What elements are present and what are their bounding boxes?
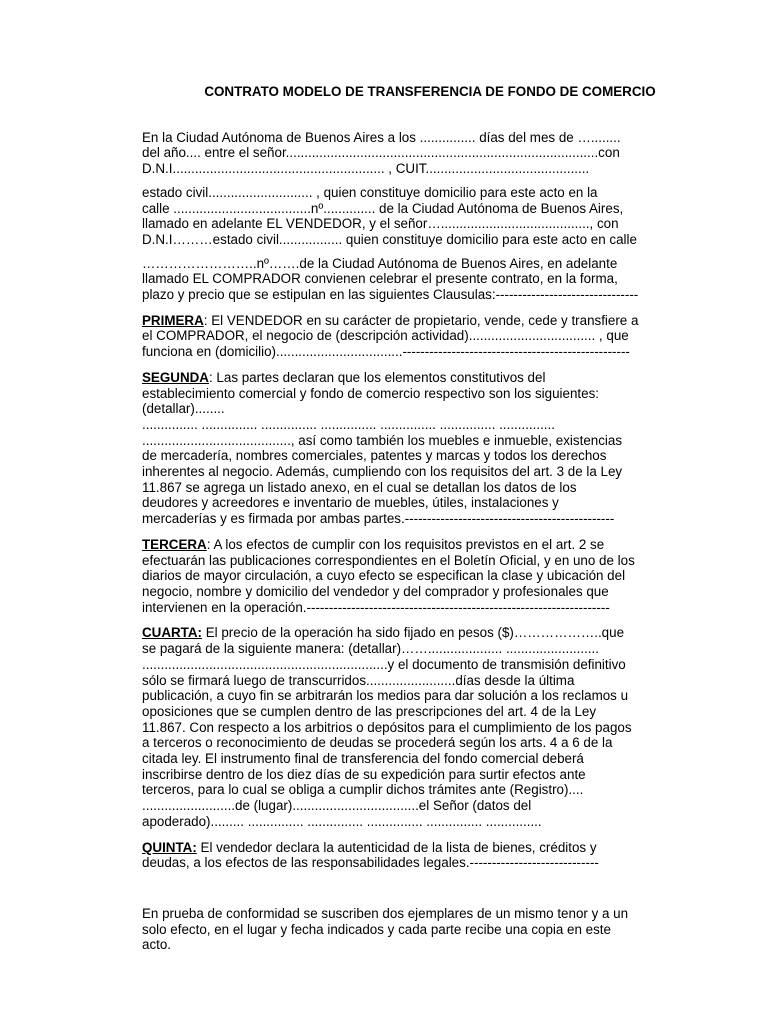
clause-text: Las partes declaran que los elementos constitutivos del establecimiento comercial y fondo de comercio respectivo son los siguientes: (detallar)........ ............... ............... ............... ............... ............... ............... ............... ........................................, así como también los muebles e inmueble, existencias de mercadería, nombres comerciales, patentes y marcas y todos los derechos inherentes al negocio. Además, cumpliendo con los requisitos del art. 3 de la Ley 11.867 se agrega un listado anexo, en el cual se detallan los datos de los deudores y acreedores e inventario de muebles, útiles, instalaciones y mercaderías y es firmada por ambas partes.-----------------------------------------------: [142, 369, 623, 527]
clause-text: A los efectos de cumplir con los requisitos previstos en el art. 2 se efectuarán las publicaciones correspondientes en el Boletín Oficial, y en uno de los diarios de mayor circulación, a cuyo efecto se especifican la clase y ubicación del negocio, nombre y domicilio del vendedor y del comprador y profesionales que intervienen en la operación.--------------------------------------------------------------------: [142, 536, 635, 615]
intro-paragraph-1: En la Ciudad Autónoma de Buenos Aires a los ............... días del mes de …........ del año.... entre el señor....................................................................................con D.N.I......................................................... , CUIT............................................: [142, 129, 621, 177]
clause-text: El vendedor declara la autenticidad de la lista de bienes, créditos y deudas, a los efectos de las responsabilidades legales.-----------------------------: [142, 839, 599, 871]
clause-heading: TERCERA: [142, 536, 207, 552]
clause-heading: CUARTA:: [142, 625, 202, 641]
clause-heading-colon: :: [208, 369, 213, 385]
intro-paragraph-2: estado civil............................ , quien constituye domicilio para este acto en la calle .....................................nº.............. de la Ciudad Autónoma de Buenos Aires, llamado en adelante EL VENDEDOR, y el señor…........................................, con D.N.I………estado civil................. quien constituye domicilio para este acto en calle: [142, 184, 637, 247]
clause-tercera: [142, 537, 710, 616]
clause-segunda: [142, 370, 710, 527]
clause-quinta: [142, 840, 710, 871]
clause-text: El precio de la operación ha sido fijado en pesos ($)………………..que se pagará de la siguiente manera: (detallar)…….................... ......................... ..................................................................y el documento de transmisión definitivo sólo se firmará luego de transcurridos........................días desde la última publicación, a cuyo fin se arbitrarán los medios para dar solución a los reclamos u oposiciones que se cumplen dentro de las prescripciones del art. 4 de la Ley 11.867. Con respecto a los arbitrios o depósitos para el cumplimiento de los pagos a terceros o reconocimiento de deudas se procederá según los arts. 4 a 6 de la citada ley. El instrumento final de transferencia del fondo comercial deberá inscribirse dentro de los diez días de su expedición para surtir efectos ante terceros, para lo cual se obliga a cumplir dichos trámites ante (Registro).... .........................de (lugar)..................................el Señor (datos del apoderado)......... ............... ............... ............... ............... ...............: [142, 625, 632, 829]
document-title: CONTRATO MODELO DE TRANSFERENCIA DE FONDO DE COMERCIO: [204, 84, 656, 99]
closing-paragraph: En prueba de conformidad se suscriben dos ejemplares de un mismo tenor y a un solo efecto, en el lugar y fecha indicados y cada parte recibe una copia en este acto.: [142, 905, 629, 953]
clause-heading-colon: :: [203, 312, 208, 328]
clause-text: El VENDEDOR en su carácter de propietario, vende, cede y transfiere a el COMPRADOR, el negocio de (descripción actividad).................................. , que funciona en (domicilio)..................................---------------------------------------------------: [142, 312, 639, 360]
clause-heading-colon: :: [206, 536, 211, 552]
clause-cuarta: [142, 625, 710, 829]
clause-heading: SEGUNDA: [142, 369, 209, 385]
intro-paragraph-3: ……………………..nº…….de la Ciudad Autónoma de Buenos Aires, en adelante llamado EL COMPRADOR convienen celebrar el presente contrato, en la forma, plazo y precio que se estipulan en las siguientes Clausulas:--------------------------------: [142, 255, 639, 303]
clause-heading: PRIMERA: [142, 312, 204, 328]
clause-primera: [142, 313, 710, 360]
contract-document: [142, 84, 710, 953]
clause-heading: QUINTA:: [142, 839, 197, 855]
